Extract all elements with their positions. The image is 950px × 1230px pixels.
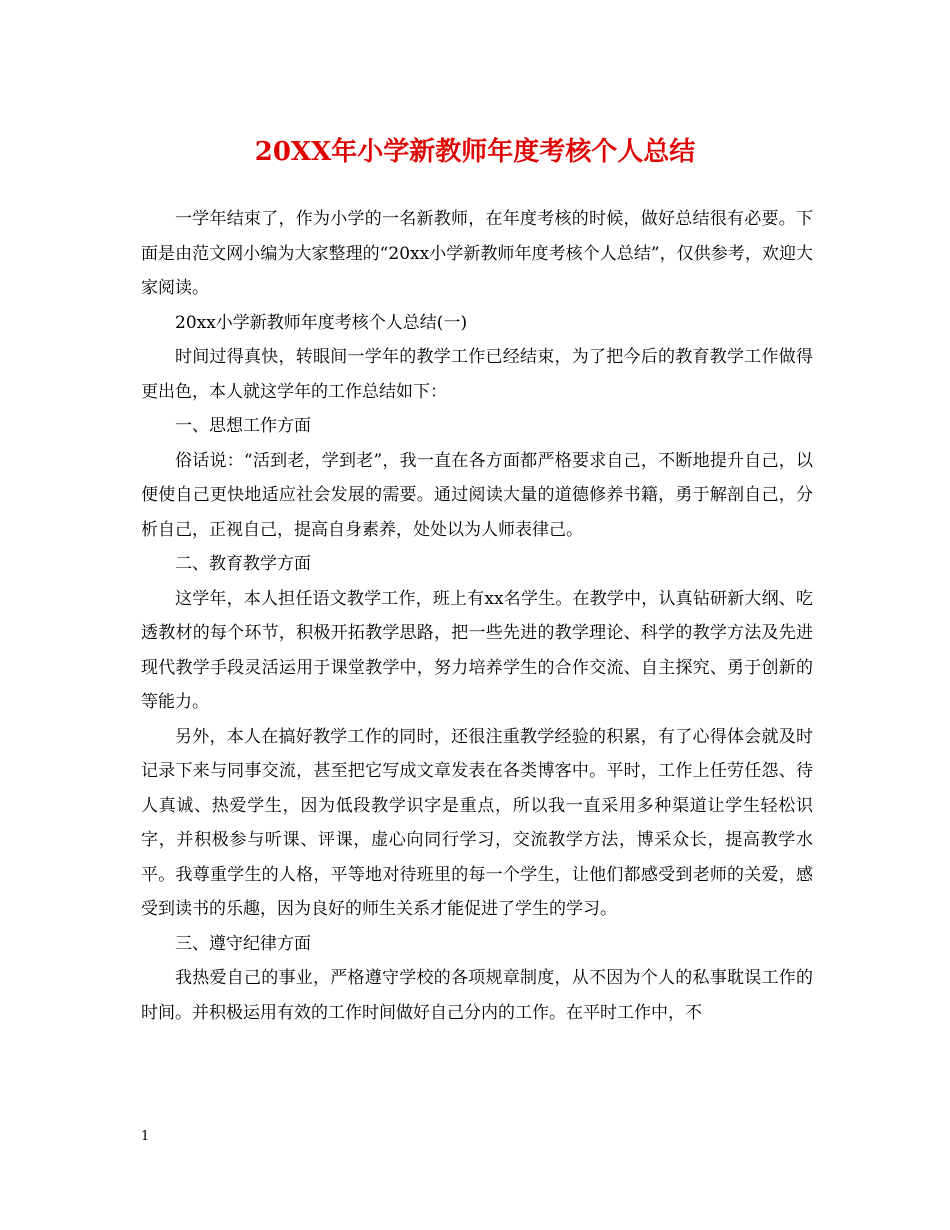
paragraph-intro: 一学年结束了，作为小学的一名新教师，在年度考核的时候，做好总结很有必要。下面是由范文网小编为大家整理的“20xx小学新教师年度考核个人总结”，仅供参考，欢迎大家阅读。 xyxy=(141,209,813,298)
paragraph: 我热爱自己的事业，严格遵守学校的各项规章制度，从不因为个人的私事耽误工作的时间。并积极运用有效的工作时间做好自己分内的工作。在平时工作中，不 xyxy=(141,968,813,1023)
paragraph-heading-2: 二、教育教学方面 xyxy=(175,554,311,574)
document-body xyxy=(141,202,813,1030)
paragraph: 另外，本人在搞好教学工作的同时，还很注重教学经验的积累，有了心得体会就及时记录下来与同事交流，甚至把它写成文章发表在各类博客中。平时，工作上任劳任怨、待人真诚、热爱学生，因为低段教学识字是重点，所以我一直采用多种渠道让学生轻松识字，并积极参与听课、评课，虚心向同行学习，交流教学方法，博采众长，提高教学水平。我尊重学生的人格，平等地对待班里的每一个学生，让他们都感受到老师的关爱，感受到读书的乐趣，因为良好的师生关系才能促进了学生的学习。 xyxy=(141,726,813,919)
paragraph: 俗话说：“活到老，学到老”，我一直在各方面都严格要求自己，不断地提升自己，以便使自己更快地适应社会发展的需要。通过阅读大量的道德修养书籍，勇于解剖自己，分析自己，正视自己，提高自身素养，处处以为人师表律己。 xyxy=(141,450,813,540)
paragraph: 这学年，本人担任语文教学工作，班上有xx名学生。在教学中，认真钻研新大纲、吃透教材的每个环节，积极开拓教学思路，把一些先进的教学理论、科学的教学方法及先进现代教学手段灵活运用于课堂教学中，努力培养学生的合作交流、自主探究、勇于创新的等能力。 xyxy=(141,588,813,712)
document-title: 20XX年小学新教师年度考核个人总结 xyxy=(254,137,696,167)
page-number: 1 xyxy=(141,1129,150,1144)
paragraph: 时间过得真快，转眼间一学年的教学工作已经结束，为了把今后的教育教学工作做得更出色，本人就这学年的工作总结如下： xyxy=(141,347,813,402)
paragraph-section-heading: 20xx小学新教师年度考核个人总结(一) xyxy=(175,312,468,333)
paragraph-heading-3: 三、遵守纪律方面 xyxy=(175,933,311,954)
paragraph-heading-1: 一、思想工作方面 xyxy=(175,416,311,436)
